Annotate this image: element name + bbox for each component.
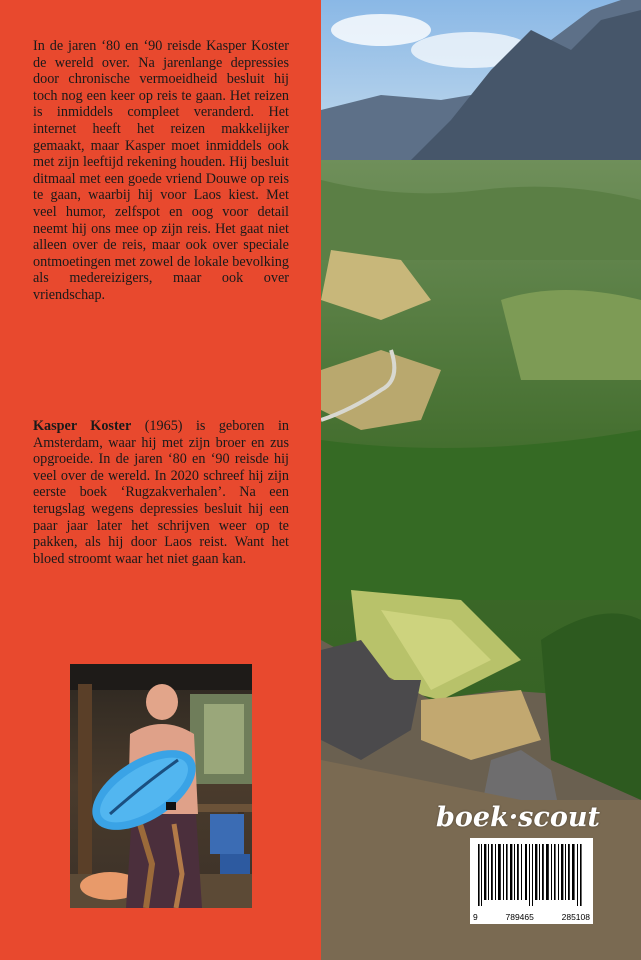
- author-name: Kasper Koster: [33, 418, 132, 434]
- back-cover-blurb: In de jaren ‘80 en ‘90 reisde Kasper Koster de wereld over. Na jarenlange depressies door chronische vermoeidheid besluit hij toch nog een keer op reis te gaan. Het reizen is inmiddels compleet veranderd. Het internet heeft het reizen makkelijker gemaakt, maar Kasper moet inmiddels ook met zijn leeftijd rekening houden. Hij besluit ditmaal met een goede vriend Douwe op reis te gaan, waarbij hij voor Laos kiest. Met veel humor, zelfspot en oog voor detail neemt hij ons mee op zijn reis. Het gaat niet alleen over de reis, maar ook over speciale ontmoetingen met zowel de lokale bevolking als medereizigers, maar ook over vriendschap.: [33, 38, 289, 303]
- isbn-left-digits: 789465: [505, 912, 534, 922]
- isbn-barcode: [470, 838, 593, 924]
- publisher-logo: boek·scout: [436, 802, 600, 833]
- author-bio: [33, 418, 289, 567]
- barcode-bars: [470, 838, 593, 912]
- isbn-first-digit: 9: [473, 912, 478, 922]
- author-photo-image: [70, 664, 252, 908]
- author-bio-text: (1965) is geboren in Amsterdam, waar hij met zijn broer en zus opgroeide. In de jaren ‘80 en ‘90 reisde hij veel over de wereld. In 2020 schreef hij zijn eerste boek ‘Rugzakverhalen’. Na een terugslag wegens depressies besluit hij een paar jaar later het schrijven weer op te pakken, als hij door Laos reist. Want het bloed stroomt waar het niet gaan kan.: [33, 418, 289, 567]
- author-photo: [70, 664, 252, 908]
- isbn-digits: [470, 912, 593, 922]
- isbn-right-digits: 285108: [561, 912, 590, 922]
